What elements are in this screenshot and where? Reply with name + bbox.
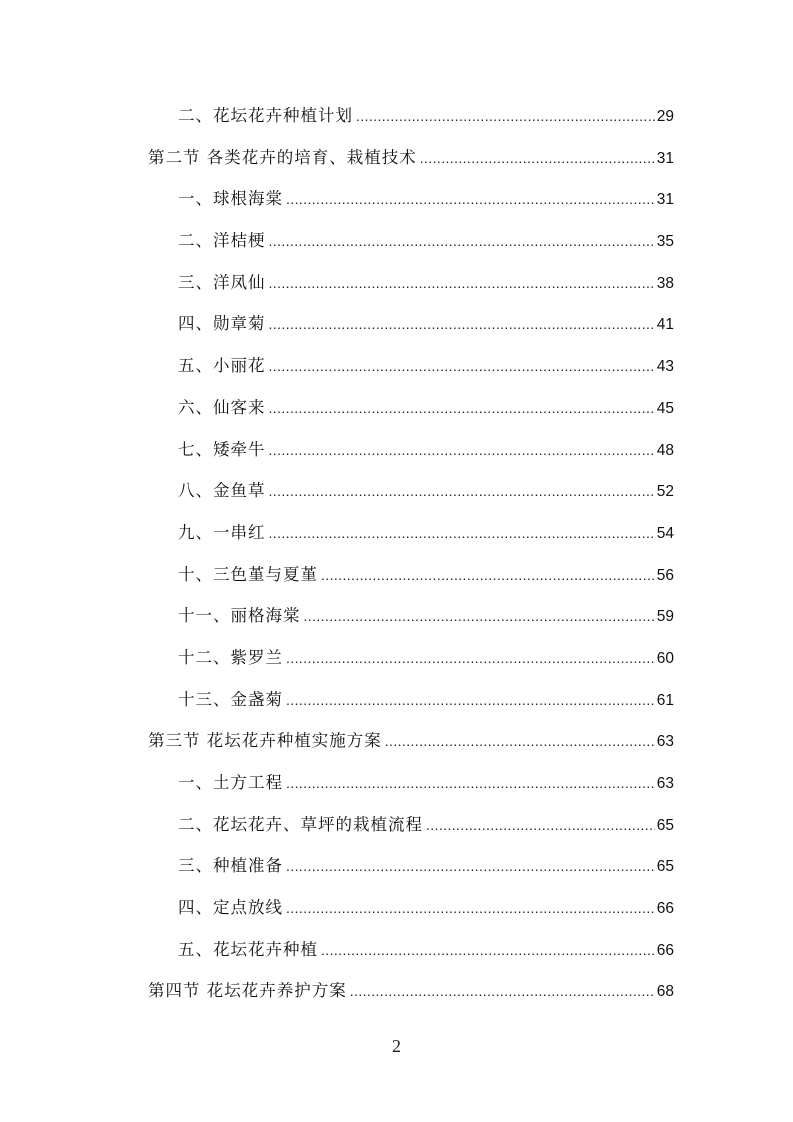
toc-section-entry[interactable] <box>148 973 674 1015</box>
toc-entry-title: 一、土方工程 <box>178 773 283 792</box>
toc-subsection-entry[interactable] <box>148 848 674 890</box>
toc-dot-leader <box>269 306 655 342</box>
toc-entry-title: 二、洋桔梗 <box>178 231 266 251</box>
toc-entry-page-number: 60 <box>656 649 674 667</box>
toc-dot-leader <box>286 640 655 676</box>
toc-dot-leader <box>269 390 655 426</box>
toc-dot-leader <box>286 682 655 718</box>
toc-dot-leader <box>286 848 655 884</box>
toc-subsection-entry[interactable] <box>148 557 674 599</box>
toc-entry-title: 九、一串红 <box>178 522 266 542</box>
toc-entry-page-number: 43 <box>656 358 674 376</box>
toc-entry-title: 三、种植准备 <box>178 856 283 876</box>
toc-subsection-entry[interactable] <box>148 682 674 724</box>
toc-entry-page-number: 68 <box>656 983 674 1001</box>
toc-dot-leader <box>269 432 655 468</box>
toc-entry-page-number: 56 <box>656 566 674 584</box>
toc-entry-page-number: 52 <box>656 483 674 501</box>
toc-entry-page-number: 59 <box>656 608 674 626</box>
toc-entry-title: 十二、紫罗兰 <box>178 647 283 667</box>
toc-entry-page-number: 65 <box>656 858 674 876</box>
toc-subsection-entry[interactable] <box>148 348 674 390</box>
toc-entry-page-number: 54 <box>656 524 674 542</box>
toc-entry-title: 十、三色堇与夏堇 <box>178 564 318 584</box>
toc-dot-leader <box>321 932 655 968</box>
toc-entry-title: 十一、丽格海棠 <box>178 606 301 626</box>
toc-subsection-entry[interactable] <box>148 765 674 807</box>
toc-entry-title: 七、矮牵牛 <box>178 439 266 459</box>
toc-entry-page-number: 48 <box>656 441 674 459</box>
toc-dot-leader <box>385 723 655 759</box>
page-number: 2 <box>392 1036 401 1056</box>
toc-entry-page-number: 66 <box>656 900 674 918</box>
toc-subsection-entry[interactable] <box>148 265 674 307</box>
toc-dot-leader <box>269 348 655 384</box>
toc-subsection-entry[interactable] <box>148 306 674 348</box>
toc-subsection-entry[interactable] <box>148 598 674 640</box>
toc-subsection-entry[interactable] <box>148 432 674 474</box>
toc-subsection-entry[interactable] <box>148 98 674 140</box>
toc-subsection-entry[interactable] <box>148 390 674 432</box>
toc-entry-page-number: 65 <box>656 816 674 834</box>
toc-subsection-entry[interactable] <box>148 932 674 974</box>
toc-dot-leader <box>321 557 655 593</box>
toc-dot-leader <box>426 807 655 843</box>
toc-dot-leader <box>286 765 655 801</box>
toc-dot-leader <box>420 140 655 176</box>
toc-section-entry[interactable] <box>148 140 674 182</box>
toc-entry-title: 第三节 花坛花卉种植实施方案 <box>148 731 382 751</box>
toc-dot-leader <box>269 223 655 259</box>
toc-entry-page-number: 63 <box>656 733 674 751</box>
toc-entry-title: 六、仙客来 <box>178 397 266 417</box>
toc-entry-page-number: 31 <box>656 149 674 167</box>
toc-subsection-entry[interactable] <box>148 515 674 557</box>
toc-dot-leader <box>286 181 655 217</box>
toc-entry-title: 二、花坛花卉种植计划 <box>178 106 353 125</box>
toc-entry-title: 四、定点放线 <box>178 898 283 918</box>
toc-entry-page-number: 66 <box>656 941 674 959</box>
toc-subsection-entry[interactable] <box>148 807 674 849</box>
toc-entry-title: 五、花坛花卉种植 <box>178 939 318 959</box>
toc-entry-title: 第四节 花坛花卉养护方案 <box>148 981 347 1001</box>
toc-dot-leader <box>269 265 655 301</box>
toc-section-entry[interactable] <box>148 723 674 765</box>
toc-entry-title: 一、球根海棠 <box>178 189 283 209</box>
toc-entry-page-number: 38 <box>656 274 674 292</box>
toc-entry-page-number: 35 <box>656 233 674 251</box>
toc-entry-page-number: 63 <box>656 775 674 792</box>
toc-dot-leader <box>286 890 655 926</box>
toc-subsection-entry[interactable] <box>148 473 674 515</box>
toc-subsection-entry[interactable] <box>148 223 674 265</box>
toc-entry-title: 二、花坛花卉、草坪的栽植流程 <box>178 814 423 834</box>
toc-entry-page-number: 61 <box>656 691 674 709</box>
toc-entry-title: 四、勋章菊 <box>178 314 266 334</box>
toc-entry-page-number: 41 <box>656 316 674 334</box>
toc-entry-title: 第二节 各类花卉的培育、栽植技术 <box>148 147 417 167</box>
toc-entry-page-number: 29 <box>656 108 674 125</box>
toc-subsection-entry[interactable] <box>148 890 674 932</box>
toc-entry-title: 十三、金盏菊 <box>178 689 283 709</box>
toc-subsection-entry[interactable] <box>148 181 674 223</box>
toc-entry-title: 五、小丽花 <box>178 356 266 376</box>
toc-dot-leader <box>356 98 655 134</box>
toc-subsection-entry[interactable] <box>148 640 674 682</box>
toc-dot-leader <box>269 515 655 551</box>
toc-entry-page-number: 31 <box>656 191 674 209</box>
toc-dot-leader <box>304 598 655 634</box>
table-of-contents <box>148 98 674 1015</box>
toc-entry-page-number: 45 <box>656 399 674 417</box>
toc-dot-leader <box>269 473 655 509</box>
toc-entry-title: 三、洋凤仙 <box>178 272 266 292</box>
toc-entry-title: 八、金鱼草 <box>178 481 266 501</box>
toc-dot-leader <box>350 973 655 1009</box>
